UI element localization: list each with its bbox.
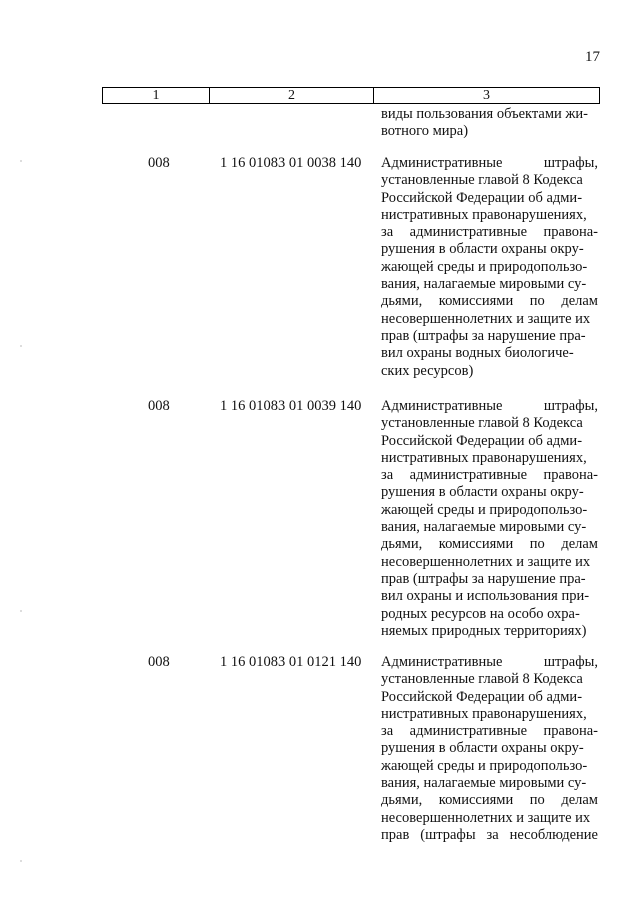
- description-line: [381, 740, 598, 757]
- description-word-group: родных ресурсов на особо охра-: [381, 605, 580, 622]
- description-word-group: жающей среды и природопользо-: [381, 258, 588, 275]
- description-word-group: рушения в области охраны окру-: [381, 740, 584, 757]
- description-word-group: несовершеннолетних и защите их: [381, 310, 591, 327]
- row-budget-code: 1 16 01083 01 0038 140: [220, 155, 362, 171]
- description-word-group: нистративных правонарушениях,: [381, 206, 587, 223]
- description-line: [381, 207, 598, 224]
- description-word-group: комиссиями: [438, 792, 514, 809]
- description-word-group: административные: [409, 467, 528, 484]
- description-word-group: штрафы,: [543, 654, 598, 670]
- column-header-3: 3: [483, 88, 490, 103]
- description-line: [381, 398, 598, 415]
- description-word-group: комиссиями: [438, 536, 514, 553]
- description-word-group: за: [381, 467, 394, 484]
- description-line: [381, 571, 598, 588]
- description-line: [381, 345, 598, 362]
- description-line: [381, 311, 598, 328]
- description-word-group: (штрафы: [420, 826, 476, 843]
- description-line: [381, 276, 598, 293]
- description-line: [381, 415, 598, 432]
- description-line: [381, 775, 598, 792]
- description-line: [381, 810, 598, 827]
- row-code: 008: [148, 155, 170, 171]
- row-budget-code: 1 16 01083 01 0121 140: [220, 654, 362, 670]
- description-line: [381, 671, 598, 688]
- description-line: [381, 554, 598, 571]
- description-word-group: Российской Федерации об адми-: [381, 189, 583, 206]
- continuation-line: виды пользования объектами жи-: [381, 106, 588, 122]
- description-line: [381, 723, 598, 740]
- column-header-2: 2: [210, 88, 374, 103]
- description-word-group: Административные: [381, 398, 503, 414]
- description-word-group: несовершеннолетних и защите их: [381, 553, 591, 570]
- description-line: [381, 155, 598, 172]
- scan-speck: [20, 610, 22, 612]
- description-word-group: жающей среды и природопользо-: [381, 757, 588, 774]
- description-word-group: делам: [561, 293, 598, 310]
- continuation-line: вотного мира): [381, 123, 469, 140]
- description-word-group: за: [381, 723, 394, 740]
- description-line: [381, 433, 598, 450]
- description-line: [381, 467, 598, 484]
- description-word-group: установленные главой 8 Кодекса: [381, 671, 583, 688]
- description-line: [381, 241, 598, 258]
- description-line: [381, 224, 598, 241]
- description-word-group: за: [486, 826, 499, 843]
- description-line: [381, 502, 598, 519]
- description-line: [381, 536, 598, 553]
- description-line: [381, 792, 598, 809]
- description-word-group: нистративных правонарушениях,: [381, 705, 587, 722]
- description-line: [381, 827, 598, 844]
- description-line: [381, 363, 598, 380]
- description-word-group: дьями,: [381, 536, 423, 553]
- description-word-group: прав (штрафы за нарушение пра-: [381, 570, 586, 587]
- description-word-group: вил охраны водных биологиче-: [381, 345, 574, 362]
- description-line: [381, 293, 598, 310]
- scan-speck: [20, 345, 22, 347]
- description-line: [381, 484, 598, 501]
- description-line: [381, 328, 598, 345]
- description-word-group: вания, налагаемые мировыми су-: [381, 519, 587, 536]
- page-number: 17: [585, 49, 600, 65]
- description-word-group: правона-: [543, 723, 598, 740]
- description-word-group: правона-: [543, 467, 598, 484]
- description-word-group: жающей среды и природопользо-: [381, 501, 588, 518]
- row-description: [381, 155, 598, 380]
- description-word-group: штрафы,: [543, 398, 598, 414]
- description-line: [381, 588, 598, 605]
- continuation-text: [381, 106, 598, 141]
- description-word-group: ских ресурсов): [381, 362, 474, 379]
- description-word-group: вания, налагаемые мировыми су-: [381, 775, 587, 792]
- description-word-group: дьями,: [381, 293, 423, 310]
- description-word-group: Российской Федерации об адми-: [381, 688, 583, 705]
- description-line: [381, 190, 598, 207]
- description-word-group: рушения в области охраны окру-: [381, 484, 584, 501]
- description-line: [381, 259, 598, 276]
- description-line: [381, 606, 598, 623]
- description-word-group: вил охраны и использования при-: [381, 588, 590, 605]
- description-word-group: нистративных правонарушениях,: [381, 449, 587, 466]
- description-word-group: няемых природных территориях): [381, 622, 587, 639]
- description-line: [381, 172, 598, 189]
- row-budget-code: 1 16 01083 01 0039 140: [220, 398, 362, 414]
- table-header-row: [102, 87, 600, 104]
- description-word-group: установленные главой 8 Кодекса: [381, 415, 583, 432]
- description-word-group: Административные: [381, 654, 503, 670]
- description-word-group: дьями,: [381, 792, 423, 809]
- description-line: [381, 450, 598, 467]
- description-word-group: прав: [381, 826, 410, 843]
- description-word-group: за: [381, 224, 394, 241]
- row-code: 008: [148, 654, 170, 670]
- description-word-group: делам: [561, 792, 598, 809]
- description-line: [381, 758, 598, 775]
- description-line: [381, 623, 598, 640]
- description-word-group: прав (штрафы за нарушение пра-: [381, 327, 586, 344]
- description-word-group: штрафы,: [543, 155, 598, 171]
- description-word-group: Российской Федерации об адми-: [381, 432, 583, 449]
- scan-speck: [20, 860, 22, 862]
- description-word-group: несоблюдение: [509, 826, 598, 843]
- description-word-group: комиссиями: [438, 293, 514, 310]
- description-line: [381, 706, 598, 723]
- description-word-group: делам: [561, 536, 598, 553]
- description-word-group: правона-: [543, 224, 598, 241]
- description-word-group: административные: [409, 224, 528, 241]
- column-header-1: 1: [103, 88, 210, 103]
- description-line: [381, 519, 598, 536]
- description-word-group: установленные главой 8 Кодекса: [381, 172, 583, 189]
- description-word-group: рушения в области охраны окру-: [381, 241, 584, 258]
- description-word-group: по: [529, 792, 545, 809]
- scan-speck: [20, 160, 22, 162]
- description-word-group: несовершеннолетних и защите их: [381, 809, 591, 826]
- description-line: [381, 654, 598, 671]
- description-word-group: Административные: [381, 155, 503, 171]
- row-description: [381, 654, 598, 844]
- row-code: 008: [148, 398, 170, 414]
- description-word-group: по: [529, 536, 545, 553]
- description-line: [381, 689, 598, 706]
- description-word-group: по: [529, 293, 545, 310]
- description-word-group: вания, налагаемые мировыми су-: [381, 276, 587, 293]
- row-description: [381, 398, 598, 640]
- description-word-group: административные: [409, 723, 528, 740]
